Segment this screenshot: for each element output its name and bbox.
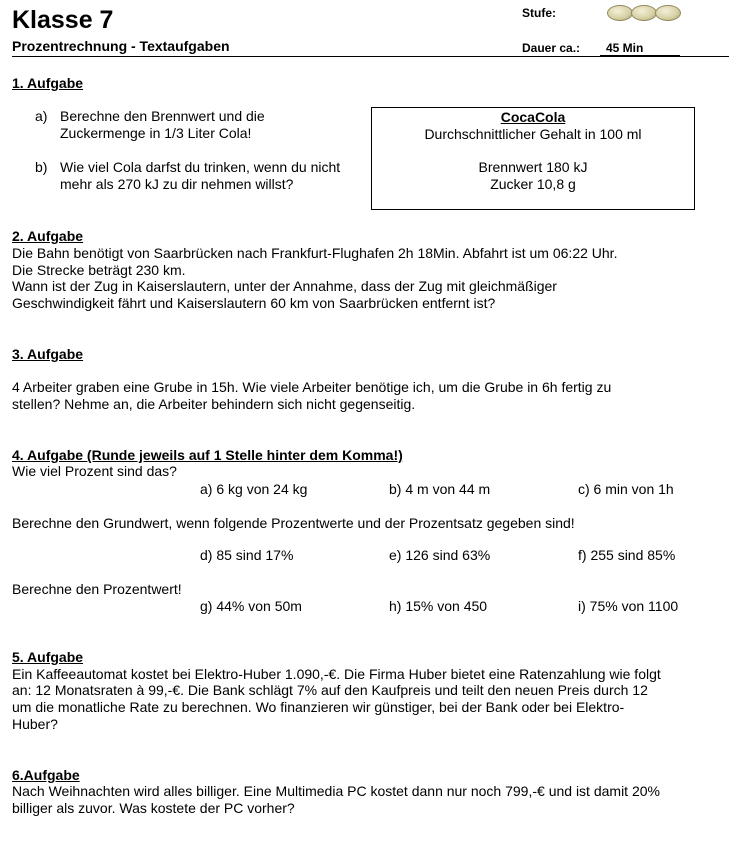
task4-question2: Berechne den Grundwert, wenn folgende Prozentwerte und der Prozentsatz gegeben sind! bbox=[12, 515, 575, 531]
task1-b-line1: Wie viel Cola darfst du trinken, wenn du nicht bbox=[60, 159, 341, 175]
task1-a-line2: Zuckermenge in 1/3 Liter Cola! bbox=[60, 125, 252, 141]
task6-heading: 6.Aufgabe bbox=[12, 767, 80, 783]
cola-info-box bbox=[371, 107, 695, 210]
level-pill-icon bbox=[607, 5, 633, 21]
task4-item-f: f) 255 sind 85% bbox=[578, 547, 676, 563]
task4-item-i: i) 75% von 1100 bbox=[578, 598, 679, 614]
page-title: Klasse 7 bbox=[12, 6, 114, 34]
dauer-value: 45 Min bbox=[606, 41, 644, 55]
task5-line2: an: 12 Monatsraten à 99,-€. Die Bank schlägt 7% auf den Kaufpreis und teilt den neuen Preis durch 12 bbox=[12, 682, 648, 698]
task4-item-a: a) 6 kg von 24 kg bbox=[200, 481, 308, 497]
task2-line3: Wann ist der Zug in Kaiserslautern, unter der Annahme, dass der Zug mit gleichmäßiger bbox=[12, 278, 557, 294]
dauer-label: Dauer ca.: bbox=[522, 41, 581, 55]
task6-line1: Nach Weihnachten wird alles billiger. Eine Multimedia PC kostet dann nur noch 799,-€ und ist damit 20% bbox=[12, 783, 660, 799]
stufe-label: Stufe: bbox=[522, 6, 556, 20]
task4-question1: Wie viel Prozent sind das? bbox=[12, 463, 177, 479]
task3-line2: stellen? Nehme an, die Arbeiter behindern sich nicht gegenseitig. bbox=[12, 396, 416, 412]
task4-item-h: h) 15% von 450 bbox=[389, 598, 488, 614]
task2-heading: 2. Aufgabe bbox=[12, 228, 84, 244]
task6-line2: billiger als zuvor. Was kostete der PC vorher? bbox=[12, 800, 295, 816]
task2-line4: Geschwindigkeit fährt und Kaiserslautern 60 km von Saarbrücken entfernt ist? bbox=[12, 295, 496, 311]
dauer-underline bbox=[600, 55, 680, 56]
task4-item-d: d) 85 sind 17% bbox=[200, 547, 294, 563]
task2-line2: Die Strecke beträgt 230 km. bbox=[12, 262, 186, 278]
task3-line1: 4 Arbeiter graben eine Grube in 15h. Wie viele Arbeiter benötige ich, um die Grube in 6h fertig zu bbox=[12, 379, 612, 395]
task1-b-label: b) bbox=[35, 159, 48, 175]
cola-box-title: CocaCola bbox=[500, 109, 566, 125]
cola-box-subtitle: Durchschnittlicher Gehalt in 100 ml bbox=[424, 125, 642, 142]
task4-item-e: e) 126 sind 63% bbox=[389, 547, 491, 563]
task1-a-line1: Berechne den Brennwert und die bbox=[60, 108, 265, 124]
task4-item-b: b) 4 m von 44 m bbox=[389, 481, 491, 497]
task1-heading: 1. Aufgabe bbox=[12, 75, 84, 91]
task5-line4: Huber? bbox=[12, 716, 58, 732]
task4-item-c: c) 6 min von 1h bbox=[578, 481, 674, 497]
task4-item-g: g) 44% von 50m bbox=[200, 598, 302, 614]
cola-box-zucker: Zucker 10,8 g bbox=[490, 175, 576, 192]
task1-a-label: a) bbox=[35, 108, 48, 124]
task3-heading: 3. Aufgabe bbox=[12, 346, 84, 362]
level-pill-icon bbox=[655, 5, 681, 21]
difficulty-level bbox=[607, 3, 683, 21]
task5-line3: um die monatliche Rate zu berechnen. Wo finanzieren wir günstiger, bei der Bank oder bei Elektro- bbox=[12, 699, 625, 715]
task1-b-line2: mehr als 270 kJ zu dir nehmen willst? bbox=[60, 176, 294, 192]
page-subtitle: Prozentrechnung - Textaufgaben bbox=[12, 38, 230, 54]
task2-line1: Die Bahn benötigt von Saarbrücken nach Frankfurt-Flughafen 2h 18Min. Abfahrt ist um 06:22 Uhr. bbox=[12, 245, 618, 261]
task5-line1: Ein Kaffeeautomat kostet bei Elektro-Huber 1.090,-€. Die Firma Huber bietet eine Ratenzahlung wie folgt bbox=[12, 666, 661, 682]
task5-heading: 5. Aufgabe bbox=[12, 649, 84, 665]
task4-question3: Berechne den Prozentwert! bbox=[12, 581, 182, 597]
task4-heading: 4. Aufgabe (Runde jeweils auf 1 Stelle hinter dem Komma!) bbox=[12, 447, 403, 463]
cola-box-brennwert: Brennwert 180 kJ bbox=[478, 159, 588, 175]
level-pill-icon bbox=[631, 5, 657, 21]
header-divider bbox=[12, 56, 729, 57]
